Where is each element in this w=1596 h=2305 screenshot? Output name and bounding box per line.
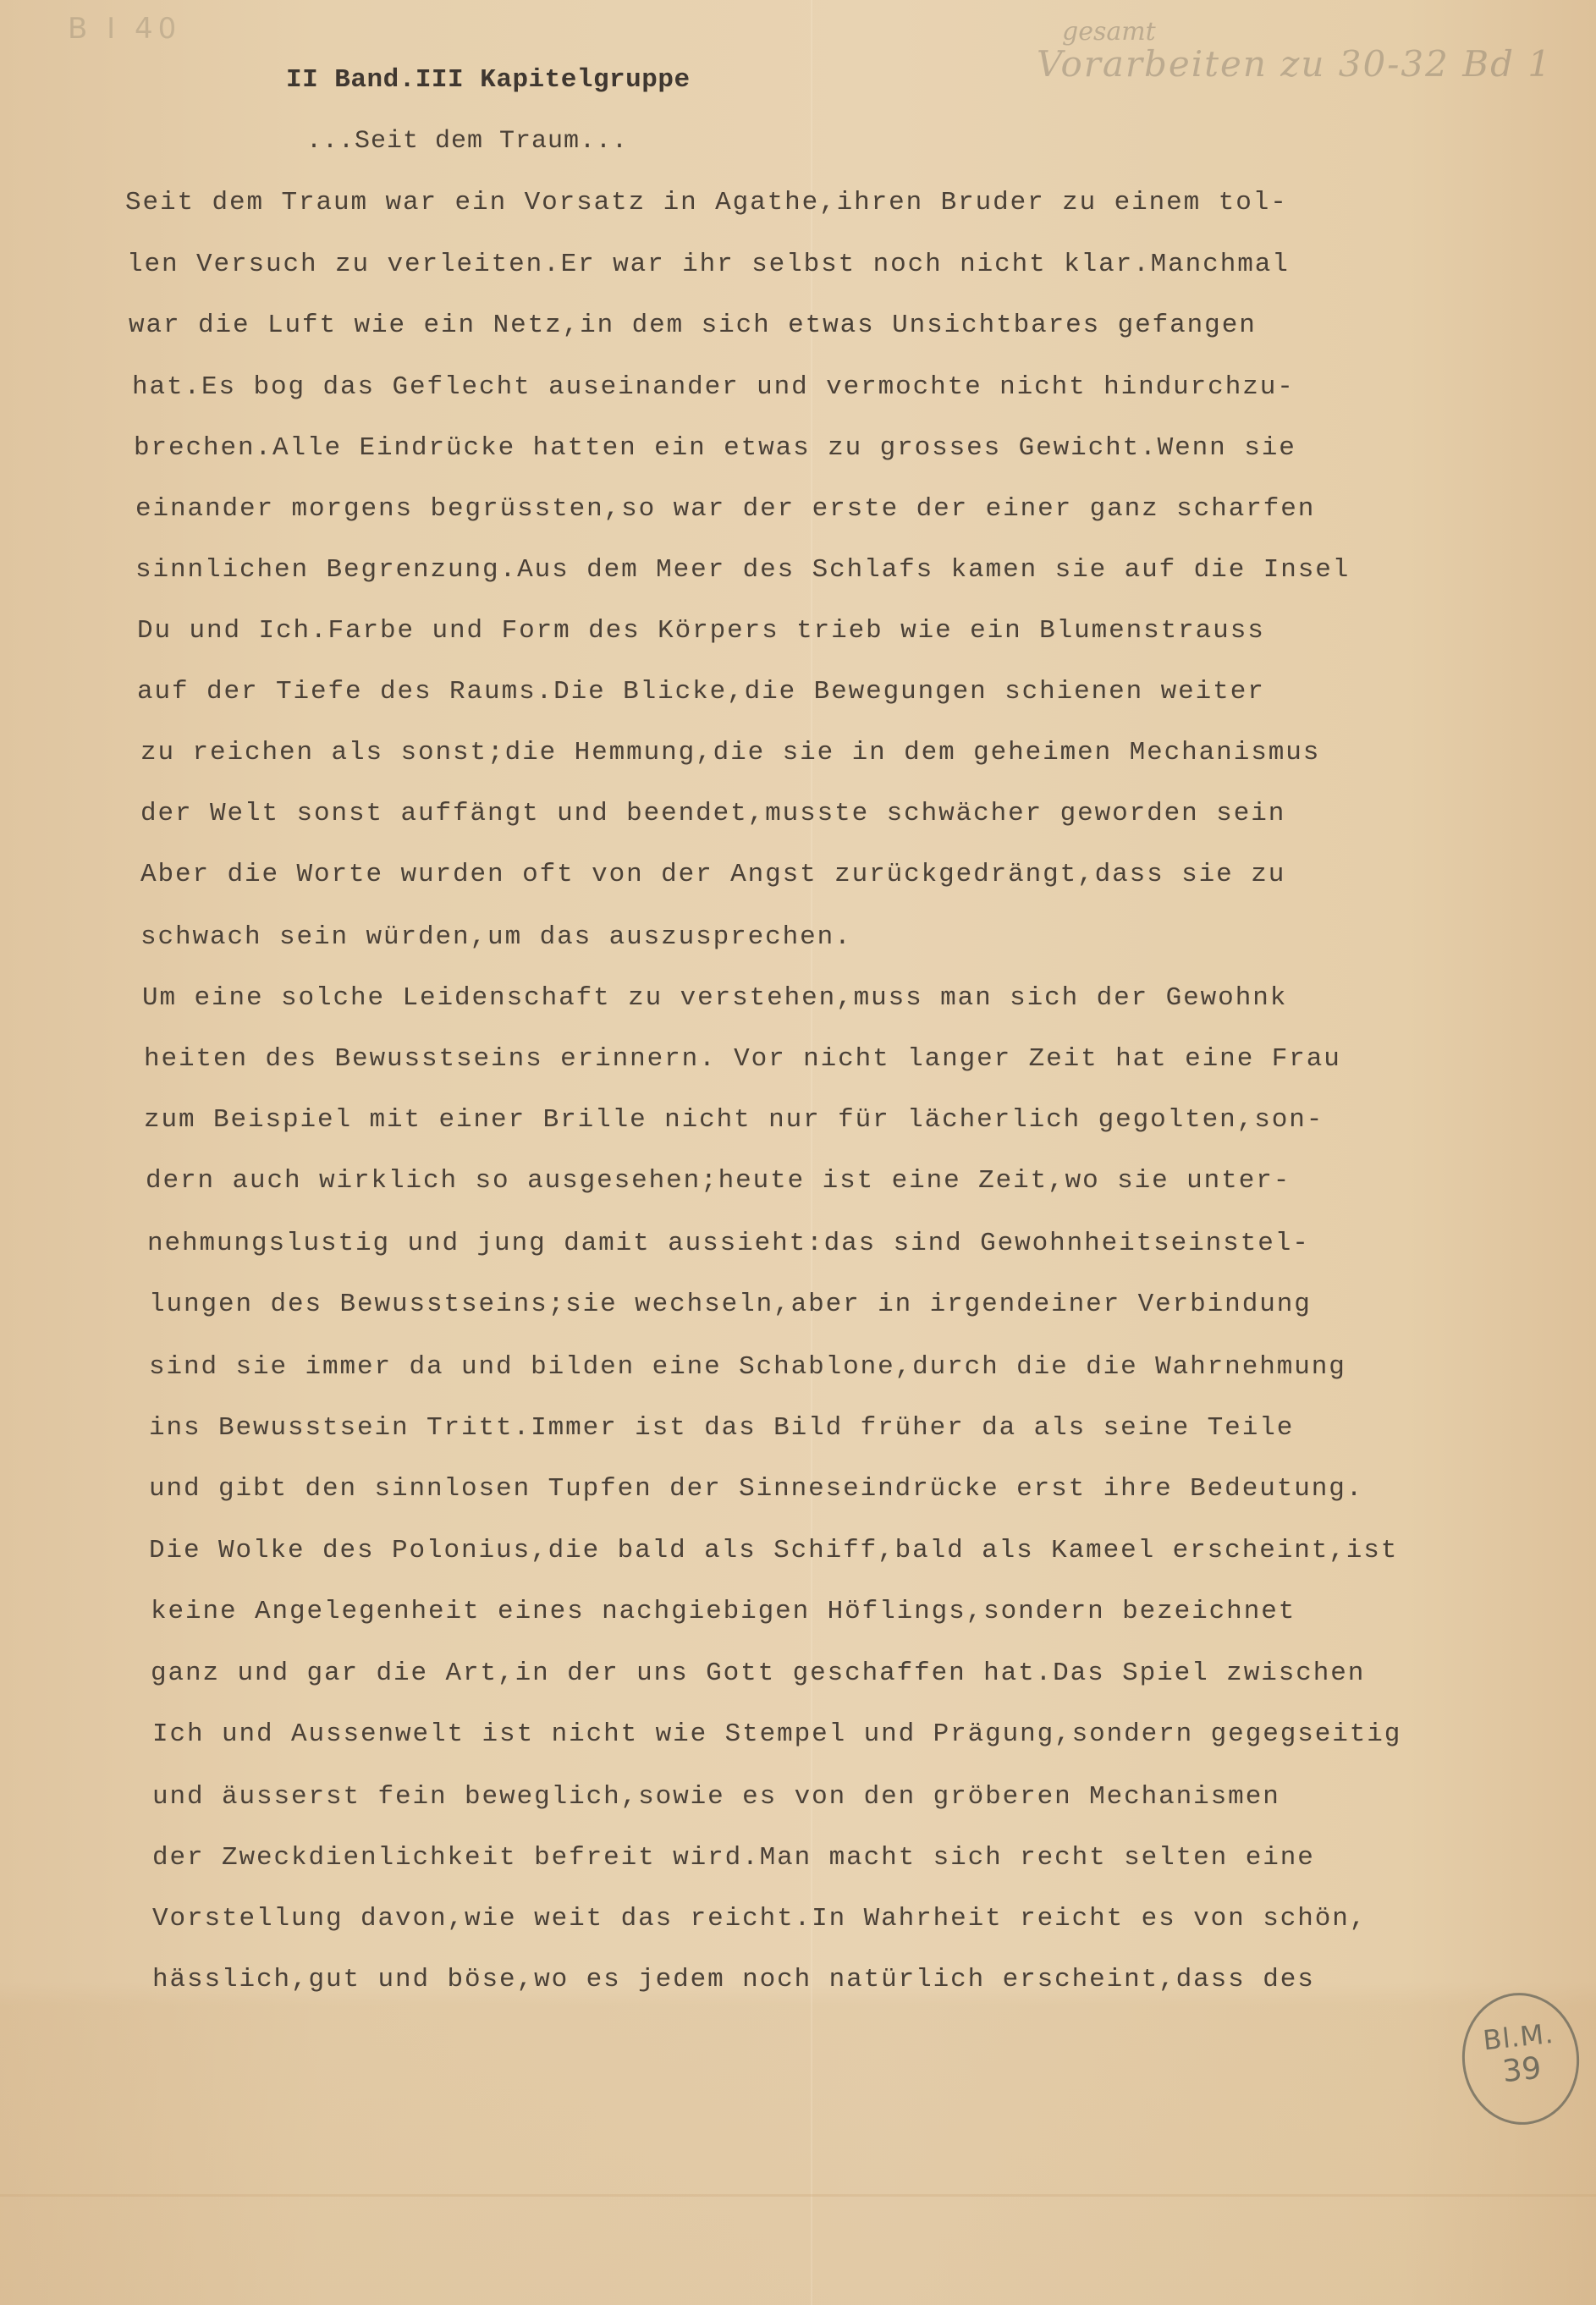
text-line: lungen des Bewusstseins;sie wechseln,aber in irgendeiner Verbindung [149, 1290, 1312, 1319]
document-heading: II Band.III Kapitelgruppe [286, 65, 691, 95]
text-line: dern auch wirklich so ausgesehen;heute ist eine Zeit,wo sie unter- [146, 1166, 1291, 1196]
text-line: keine Angelegenheit eines nachgiebigen Höflings,sondern bezeichnet [151, 1597, 1296, 1626]
text-line: einander morgens begrüssten,so war der erste der einer ganz scharfen [135, 494, 1316, 524]
pencil-annotation-line-2: Vorarbeiten zu 30-32 Bd 1 [1037, 42, 1553, 85]
text-line: schwach sein würden,um das auszusprechen. [140, 922, 852, 952]
stamp-line-2: 39 [1500, 2050, 1544, 2090]
paper-fold-vertical [811, 0, 812, 2305]
text-line: nehmungslustig und jung damit aussieht:das sind Gewohnheitseinstel- [147, 1229, 1310, 1258]
pencil-annotation-line-1: gesamt [1062, 17, 1156, 47]
text-line: Vorstellung davon,wie weit das reicht.In Wahrheit reicht es von schön, [152, 1904, 1368, 1934]
text-line: hat.Es bog das Geflecht auseinander und vermochte nicht hindurchzu- [132, 372, 1295, 402]
text-line: hässlich,gut und böse,wo es jedem noch natürlich erscheint,dass des [152, 1965, 1315, 1994]
text-line: zu reichen als sonst;die Hemmung,die sie in dem geheimen Mechanismus [140, 738, 1321, 767]
pencil-annotation [1037, 19, 1552, 83]
text-line: auf der Tiefe des Raums.Die Blicke,die Bewegungen schienen weiter [137, 677, 1265, 707]
text-line: len Versuch zu verleiten.Er war ihr selbst noch nicht klar.Manchmal [127, 250, 1290, 279]
text-line: Die Wolke des Polonius,die bald als Schiff,bald als Kameel erscheint,ist [149, 1536, 1399, 1565]
text-line: Ich und Aussenwelt ist nicht wie Stempel und Prägung,sondern gegegseitig [152, 1719, 1402, 1749]
text-line: und äusserst fein beweglich,sowie es von den gröberen Mechanismen [152, 1782, 1280, 1812]
archive-stamp [1456, 1987, 1586, 2131]
text-line: der Zweckdienlichkeit befreit wird.Man macht sich recht selten eine [152, 1843, 1315, 1873]
text-line: und gibt den sinnlosen Tupfen der Sinneseindrücke erst ihre Bedeutung. [149, 1474, 1364, 1504]
paper-fold-horizontal [0, 2194, 1596, 2197]
stamp-line-1: Bl.M. [1481, 2016, 1555, 2057]
text-line: ganz und gar die Art,in der uns Gott geschaffen hat.Das Spiel zwischen [151, 1659, 1366, 1688]
archive-mark: B I 40 [68, 12, 182, 46]
text-line: ins Bewusstsein Tritt.Immer ist das Bild früher da als seine Teile [149, 1413, 1295, 1443]
text-line: Aber die Worte wurden oft von der Angst zurückgedrängt,dass sie zu [140, 860, 1286, 889]
document-subheading: ...Seit dem Traum... [306, 127, 629, 156]
text-line: brechen.Alle Eindrücke hatten ein etwas zu grosses Gewicht.Wenn sie [134, 433, 1296, 463]
text-line: zum Beispiel mit einer Brille nicht nur für lächerlich gegolten,son- [144, 1105, 1324, 1135]
text-line: Um eine solche Leidenschaft zu verstehen,muss man sich der Gewohnk [142, 983, 1288, 1013]
text-line: Du und Ich.Farbe und Form des Körpers trieb wie ein Blumenstrauss [137, 616, 1265, 646]
text-line: der Welt sonst auffängt und beendet,musste schwächer geworden sein [140, 799, 1286, 828]
text-line: heiten des Bewusstseins erinnern. Vor nicht langer Zeit hat eine Frau [144, 1044, 1341, 1074]
text-line: war die Luft wie ein Netz,in dem sich etwas Unsichtbares gefangen [129, 311, 1257, 340]
text-line: sind sie immer da und bilden eine Schablone,durch die die Wahrnehmung [149, 1352, 1346, 1382]
text-line: Seit dem Traum war ein Vorsatz in Agathe,ihren Bruder zu einem tol- [125, 188, 1288, 217]
text-line: sinnlichen Begrenzung.Aus dem Meer des Schlafs kamen sie auf die Insel [135, 555, 1351, 585]
